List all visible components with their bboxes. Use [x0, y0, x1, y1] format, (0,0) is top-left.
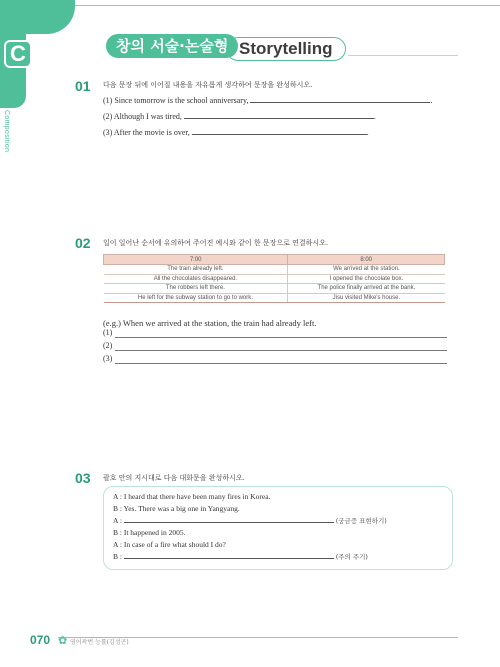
- dialog-speaker: A :: [113, 516, 122, 525]
- answer-blank[interactable]: [124, 552, 334, 559]
- q1-item-text: (1) Since tomorrow is the school anniversary,: [103, 96, 249, 105]
- table-cell: The police finally arrived at the bank.: [288, 284, 445, 294]
- table-cell: The robbers left there.: [104, 284, 288, 294]
- table-cell: The train already left.: [104, 265, 288, 275]
- title-korean: 창의 서술·논술형: [106, 34, 238, 58]
- header-rule: [75, 5, 500, 6]
- answer-label: (3): [103, 354, 113, 363]
- answer-line: [115, 337, 447, 338]
- question-number-1: 01: [75, 78, 91, 94]
- question-number-3: 03: [75, 470, 91, 486]
- dialog-box: [103, 486, 453, 570]
- answer-blank[interactable]: [250, 95, 430, 103]
- dialog-line-blank-2: [113, 552, 368, 561]
- clover-icon: ✿: [58, 634, 68, 647]
- table-cell: We arrived at the station.: [288, 265, 445, 275]
- q1-item-text: (2) Although I was tired,: [103, 112, 182, 121]
- table-header: 8:00: [288, 255, 445, 265]
- answer-row-2[interactable]: [103, 341, 447, 351]
- dialog-line: A : I heard that there have been many fires in Korea.: [113, 492, 271, 501]
- answer-blank[interactable]: [192, 127, 367, 135]
- answer-row-3[interactable]: [103, 354, 447, 364]
- answer-blank[interactable]: [184, 111, 374, 119]
- table-header: 7:00: [104, 255, 288, 265]
- table-row: [104, 284, 445, 294]
- q1-item-1: (1) Since tomorrow is the school anniversary, .: [103, 96, 433, 105]
- table-cell: He left for the subway station to go to work.: [104, 293, 288, 303]
- dialog-line: B : Yes. There was a big one in Yangyang.: [113, 504, 240, 513]
- answer-row-1[interactable]: [103, 328, 447, 338]
- question-number-2: 02: [75, 235, 91, 251]
- q2-example: (e.g.) When we arrived at the station, the train had already left.: [103, 318, 317, 328]
- answer-label: (1): [103, 328, 113, 337]
- q1-item-2: (2) Although I was tired, .: [103, 112, 376, 121]
- table-row: [104, 265, 445, 275]
- title-underline: [348, 55, 458, 56]
- q1-item-text: (3) After the movie is over,: [103, 128, 190, 137]
- footer-title: 영어곽번 능률(김성곤): [70, 639, 129, 646]
- answer-label: (2): [103, 341, 113, 350]
- table-cell: I opened the chocolate box.: [288, 274, 445, 284]
- dialog-hint: (궁금증 표현하기): [335, 517, 387, 525]
- dialog-line-blank-1: [113, 516, 387, 525]
- question-instruction-1: 다음 문장 뒤에 이어질 내용을 자유롭게 생각하여 문장을 완성하시오.: [103, 81, 313, 89]
- answer-blank[interactable]: [124, 516, 334, 523]
- title-english-pill: [226, 37, 346, 61]
- dialog-line: A : In case of a fire what should I do?: [113, 540, 226, 549]
- table-row: [104, 293, 445, 303]
- title-english: Storytelling: [239, 39, 333, 58]
- answer-line: [115, 350, 447, 351]
- q1-item-3: (3) After the movie is over, .: [103, 128, 369, 137]
- table-cell: All the chocolates disappeared.: [104, 274, 288, 284]
- page-number: 070: [30, 633, 51, 647]
- question-instruction-3: 괄호 안의 지시대로 다음 대화문을 완성하시오.: [103, 474, 245, 482]
- table-row: [104, 274, 445, 284]
- answer-line: [115, 363, 447, 364]
- dialog-hint: (주의 주기): [335, 553, 368, 561]
- section-word: Composition: [3, 110, 10, 153]
- dialog-line: B : It happened in 2005.: [113, 528, 186, 537]
- table-cell: Jisu visited Mike's house.: [288, 293, 445, 303]
- event-order-table: [103, 254, 445, 303]
- question-instruction-2: 일이 일어난 순서에 유의하여 주어진 예시와 같이 한 문장으로 연결하시오.: [103, 239, 329, 247]
- section-letter: C: [4, 40, 32, 68]
- table-header-row: [104, 255, 445, 265]
- dialog-speaker: B :: [113, 552, 122, 561]
- corner-tab: [0, 0, 75, 34]
